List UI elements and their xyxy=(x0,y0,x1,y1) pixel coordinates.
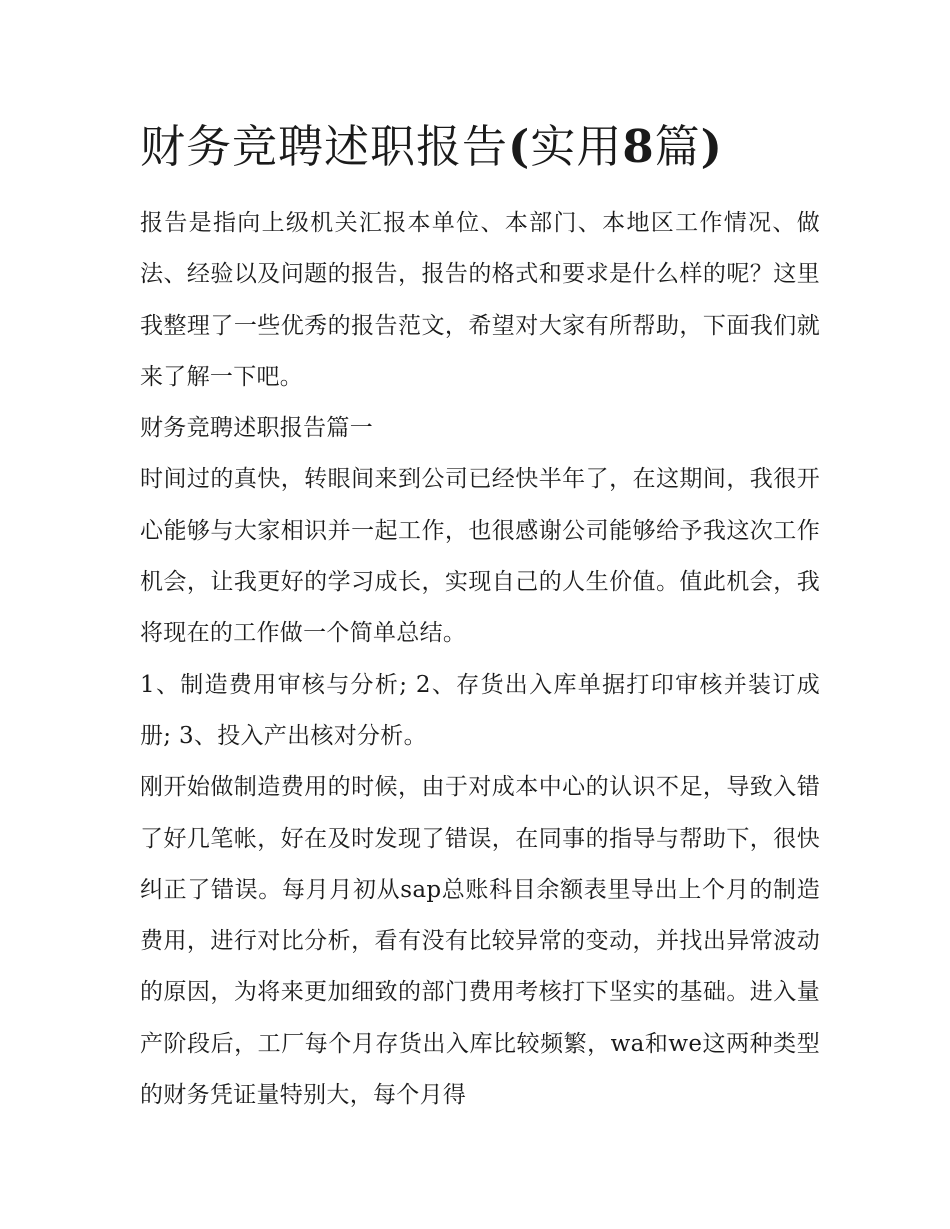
title-text-pian: 篇 xyxy=(654,120,701,173)
title-text-practical: 实用 xyxy=(530,120,623,173)
title-number: 8 xyxy=(622,120,655,173)
document-title xyxy=(140,112,820,182)
duties-list-paragraph: 1、制造费用审核与分析; 2、存货出入库单据打印审核并装订成册; 3、投入产出核对分析。 xyxy=(140,671,820,749)
title-paren-close: ) xyxy=(700,120,723,173)
intro-paragraph: 报告是指向上级机关汇报本单位、本部门、本地区工作情况、做法、经验以及问题的报告，报告的格式和要求是什么样的呢？这里我整理了一些优秀的报告范文，希望对大家有所帮助，下面我们就来了解一下吧。 xyxy=(140,210,820,390)
section-heading: 财务竞聘述职报告篇一 xyxy=(140,415,373,442)
body-paragraph-2: 刚开始做制造费用的时候，由于对成本中心的认识不足，导致入错了好几笔帐，好在及时发现了错误，在同事的指导与帮助下，很快纠正了错误。每月月初从sap总账科目余额表里导出上个月的制造费用，进行对比分析，看有没有比较异常的变动，并找出异常波动的原因，为将来更加细致的部门费用考核打下坚实的基础。进入量产阶段后，工厂每个月存货出入库比较频繁，wa和we这两种类型的财务凭证量特别大，每个月得 xyxy=(140,774,820,1109)
title-paren-open: ( xyxy=(508,120,531,173)
title-text-main: 财务竞聘述职报告 xyxy=(140,120,509,173)
body-paragraph-1: 时间过的真快，转眼间来到公司已经快半年了，在这期间，我很开心能够与大家相识并一起工作，也很感谢公司能够给予我这次工作机会，让我更好的学习成长，实现自己的人生价值。值此机会，我将现在的工作做一个简单总结。 xyxy=(140,466,820,647)
document-page xyxy=(140,112,820,1121)
